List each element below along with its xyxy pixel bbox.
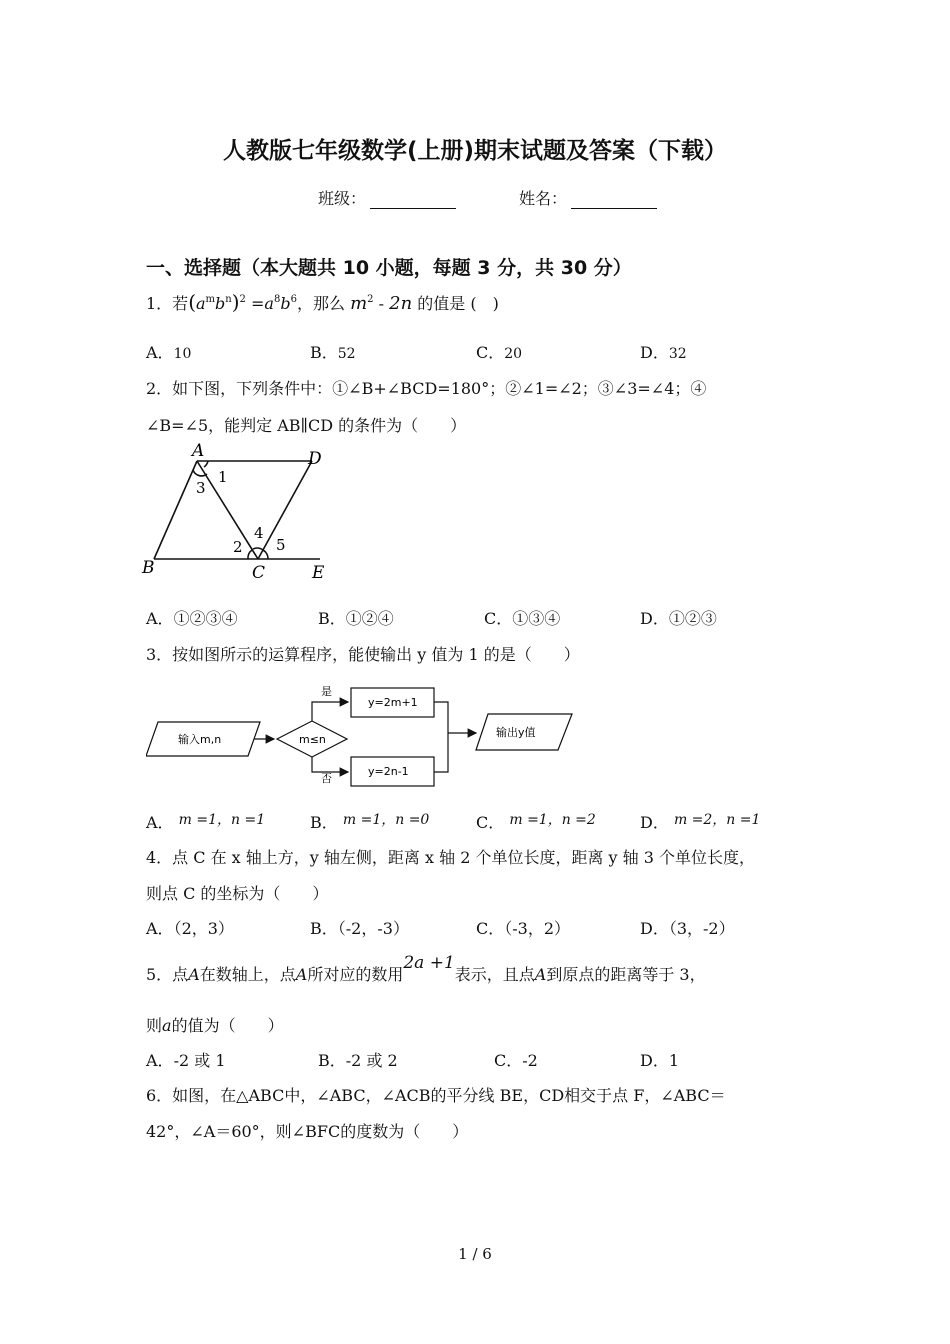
label-C: C bbox=[252, 563, 266, 583]
q1-2n: 2n bbox=[389, 293, 413, 314]
q2-option-d[interactable]: D．①②③ bbox=[640, 609, 717, 628]
q5-option-b[interactable]: B．-2 或 2 bbox=[318, 1051, 398, 1070]
q4-option-c[interactable]: C．（-3，2） bbox=[476, 919, 571, 938]
q1-rhs-a: a bbox=[264, 294, 274, 313]
flow-cond-text: m≤n bbox=[299, 733, 326, 746]
page-title: 人教版七年级数学(上册)期末试题及答案（下载） bbox=[222, 138, 728, 164]
q5-line1: 5．点A在数轴上，点A所对应的数用2a +1表示，且点A到原点的距离等于 3， bbox=[146, 953, 706, 984]
q1-rhs-exp6: 6 bbox=[290, 294, 297, 305]
q2-option-c[interactable]: C．①③④ bbox=[484, 609, 561, 628]
q5-option-d[interactable]: D．1 bbox=[640, 1051, 680, 1070]
angle-arc-5 bbox=[263, 550, 268, 559]
q3-option-a[interactable]: A． m =1，n =1 bbox=[146, 812, 266, 832]
q2-option-b[interactable]: B．①②④ bbox=[318, 609, 394, 628]
merge-line bbox=[434, 702, 448, 772]
q1-m-sym: m bbox=[350, 293, 368, 314]
q1-prefix: 1．若 bbox=[146, 294, 189, 313]
q1-rhs-exp8: 8 bbox=[273, 294, 281, 305]
arrow-yes bbox=[312, 702, 348, 721]
q1-a: a bbox=[196, 294, 206, 313]
q5-option-c[interactable]: C．-2 bbox=[494, 1051, 538, 1070]
q4-option-a[interactable]: A．（2，3） bbox=[146, 919, 234, 938]
flow-no-text: 否 bbox=[321, 772, 332, 785]
label-1: 1 bbox=[218, 468, 228, 486]
label-D: D bbox=[308, 449, 322, 469]
arrow-no bbox=[312, 757, 348, 772]
q2-line1: 2．如下图，下列条件中：①∠B+∠BCD=180°；②∠1=∠2；③∠3=∠4；④ bbox=[146, 379, 707, 398]
q5-expr: 2a +1 bbox=[403, 953, 455, 973]
flow-top-box-text: y=2m+1 bbox=[368, 696, 418, 709]
angle-arc-4 bbox=[253, 548, 263, 550]
q1-eq: = bbox=[251, 294, 265, 313]
class-label: 班级： bbox=[318, 189, 367, 208]
q5-line2: 则a的值为（ ） bbox=[146, 1016, 284, 1035]
name-label: 姓名： bbox=[519, 189, 568, 208]
q2-option-a[interactable]: A．①②③④ bbox=[146, 609, 238, 628]
q2-figure bbox=[140, 440, 340, 585]
q2-line2: ∠B=∠5，能判定 AB∥CD 的条件为（ ） bbox=[146, 416, 467, 435]
q1-minus: - bbox=[378, 294, 385, 313]
q1-option-b[interactable]: B．52 bbox=[310, 343, 356, 362]
label-B: B bbox=[142, 558, 155, 578]
q1-rhs-b: b bbox=[280, 294, 291, 313]
flow-yes-text: 是 bbox=[321, 685, 332, 698]
label-4: 4 bbox=[254, 524, 264, 542]
line-ab bbox=[154, 461, 197, 559]
name-field bbox=[519, 186, 657, 209]
name-blank[interactable] bbox=[571, 192, 657, 209]
flow-bottom-box-text: y=2n-1 bbox=[368, 765, 409, 778]
label-A: A bbox=[192, 441, 205, 461]
q3-text: 3．按如图所示的运算程序，能使输出 y 值为 1 的是（ ） bbox=[146, 645, 580, 664]
q1-b: b bbox=[215, 294, 226, 313]
q3-option-b[interactable]: B． m =1，n =0 bbox=[310, 812, 430, 832]
angle-arc-1 bbox=[204, 461, 208, 467]
q3-flowchart bbox=[146, 678, 586, 790]
q3-option-d[interactable]: D． m =2，n =1 bbox=[640, 812, 761, 832]
section-heading: 一、选择题（本大题共 10 小题，每题 3 分，共 30 分） bbox=[146, 257, 632, 279]
q1-outer-exp: 2 bbox=[239, 294, 246, 305]
q4-option-d[interactable]: D．（3，-2） bbox=[640, 919, 735, 938]
flow-input-text: 输入m,n bbox=[178, 733, 222, 746]
label-3: 3 bbox=[196, 479, 206, 497]
q1-mid: ，那么 bbox=[296, 294, 345, 313]
label-2: 2 bbox=[233, 538, 243, 556]
q1-option-a[interactable]: A．10 bbox=[146, 343, 192, 362]
q1-m-exp: 2 bbox=[367, 294, 374, 305]
q1-m: m bbox=[205, 294, 216, 305]
label-E: E bbox=[312, 563, 325, 583]
q4-line2: 则点 C 的坐标为（ ） bbox=[146, 884, 329, 903]
q4-line1: 4．点 C 在 x 轴上方，y 轴左侧，距离 x 轴 2 个单位长度，距离 y 轴 3 个单位长度， bbox=[146, 848, 756, 867]
class-blank[interactable] bbox=[370, 192, 456, 209]
q1-n: n bbox=[225, 294, 232, 305]
question-1: 1．若$(a^mb^n)^2 =a^8b^6$，那么 $m^2 - 2n$ 的值是 ( ) bbox=[146, 290, 499, 314]
q4-option-b[interactable]: B．（-2，-3） bbox=[310, 919, 409, 938]
page-number: 1 / 6 bbox=[458, 1245, 492, 1263]
flow-output-text: 输出y值 bbox=[496, 726, 536, 739]
label-5: 5 bbox=[276, 536, 286, 554]
q1-suffix: 的值是 ( ) bbox=[417, 294, 499, 313]
q1-option-c[interactable]: C．20 bbox=[476, 343, 523, 362]
q1-option-d[interactable]: D．32 bbox=[640, 343, 687, 362]
angle-arc-2 bbox=[248, 550, 252, 559]
class-field bbox=[318, 186, 456, 209]
q6-line1: 6．如图，在△ABC中，∠ABC，∠ACB的平分线 BE，CD相交于点 F，∠ABC＝ bbox=[146, 1086, 726, 1105]
q3-option-c[interactable]: C． m =1，n =2 bbox=[476, 812, 596, 832]
q5-option-a[interactable]: A．-2 或 1 bbox=[146, 1051, 226, 1070]
q6-line2: 42°，∠A＝60°，则∠BFC的度数为（ ） bbox=[146, 1122, 469, 1141]
